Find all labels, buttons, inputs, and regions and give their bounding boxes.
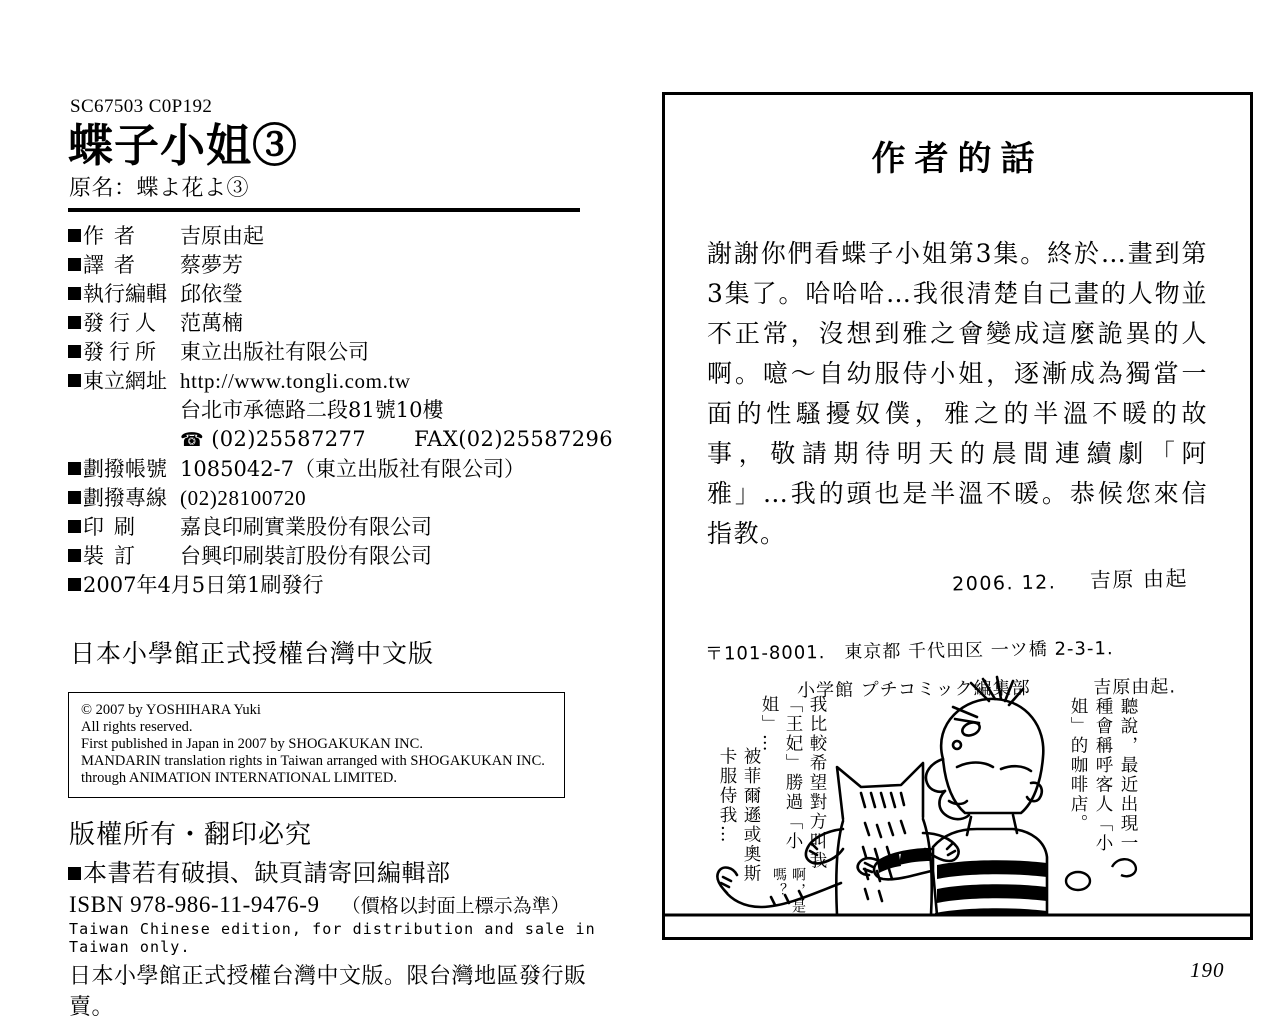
credit-label: 發行人 [68, 309, 180, 338]
catalog-code: SC67503 C0P192 [70, 96, 213, 117]
copyright-notice: 版權所有・翻印必究 [69, 820, 313, 851]
rights-line: © 2007 by YOSHIHARA Yuki [81, 702, 261, 719]
page-number: 190 [1190, 958, 1225, 982]
signature-date: 2006. 12. [951, 571, 1057, 596]
page-title: 蝶子小姐③ [68, 119, 299, 172]
credit-label: 劃撥專線 [68, 484, 180, 513]
author-note-text: 謝謝你們看蝶子小姐第3集。終於…畫到第3集了。哈哈哈…我很清楚自己畫的人物並不正常，沒想到雅之會變成這麼詭異的人啊。噫～自幼服侍小姐，逐漸成為獨當一面的性騷擾奴僕，雅之的半溫不暖的故事，敬請期待明天的晨間連續劇「阿雅」…我的頭也是半溫不暖。恭候您來信指教。 [707, 239, 1208, 548]
bullet-square-icon [68, 867, 81, 880]
credit-label: 執行編輯 [68, 280, 180, 309]
bullet-square-icon [68, 462, 81, 475]
isbn-row [69, 891, 613, 918]
bullet-square-icon [68, 374, 81, 387]
balloon-left-secondary: 被菲爾遜或奧斯卡服侍我… [717, 747, 761, 884]
table-row [68, 367, 613, 396]
publisher-department: 小学館 プチコミック編集部 [796, 677, 1031, 702]
rights-line: MANDARIN translation rights in Taiwan arranged with SHOGAKUKAN INC. [81, 753, 545, 770]
credit-label: 印刷 [68, 513, 180, 542]
author-illustration [665, 671, 1250, 937]
balloon-left-primary: 我比較希望對方叫我「王妃」勝過「小姐」… [759, 695, 827, 871]
credit-value: (02)28100720 [180, 486, 307, 511]
table-row [68, 484, 613, 513]
table-row [68, 338, 613, 367]
rights-line: All rights reserved. [81, 719, 193, 736]
table-row [68, 222, 613, 251]
credit-label: 劃撥帳號 [68, 455, 180, 484]
credit-label-empty [68, 425, 180, 455]
address-line-1: 〒101-8001. 東京都 千代田区 一ツ橋 2-3-1. [704, 638, 1114, 665]
credit-value: 東立出版社有限公司 [180, 340, 370, 365]
bullet-square-icon [68, 578, 81, 591]
credit-label: 發行所 [68, 338, 180, 367]
balloon-small: 啊，是嗎？ [771, 867, 806, 915]
title-divider [68, 208, 580, 212]
credit-label: 作者 [68, 222, 180, 251]
credits-table [68, 222, 613, 571]
distribution-notice-en: Taiwan Chinese edition, for distribution and sale in Taiwan only. [69, 920, 596, 957]
rights-box [68, 692, 565, 798]
credit-value: 嘉良印刷實業股份有限公司 [180, 515, 433, 540]
damage-notice-row [68, 853, 613, 888]
fax-number: FAX(02)25587296 [414, 427, 613, 452]
table-row [68, 309, 613, 338]
original-title: 原名：蝶よ花よ③ [69, 176, 250, 202]
credit-value: 邱依瑩 [180, 282, 244, 307]
table-row [68, 455, 613, 484]
footer-block [68, 814, 613, 1021]
damage-notice: 本書若有破損、缺頁請寄回編輯部 [83, 859, 451, 888]
telephone-row [180, 425, 613, 455]
credit-value: 蔡夢芳 [180, 253, 244, 278]
telephone-icon: ☎ [180, 429, 205, 452]
address-value: 台北市承德路二段81號10樓 [180, 398, 444, 423]
credit-label: 譯者 [68, 251, 180, 280]
bullet-square-icon [68, 258, 81, 271]
table-row [68, 280, 613, 309]
address-signature-name: 吉原由起. [1093, 676, 1177, 699]
website-value[interactable]: http://www.tongli.com.tw [180, 369, 411, 394]
author-note-panel [662, 92, 1253, 940]
credit-value: 范萬楠 [180, 311, 244, 336]
rights-line: First published in Japan in 2007 by SHOGAKUKAN INC. [81, 736, 423, 753]
distribution-notice-zh: 日本小學館正式授權台灣中文版。限台灣地區發行販賣。 [69, 964, 587, 1021]
bullet-square-icon [68, 345, 81, 358]
telephone-number: (02)25587277 [211, 427, 366, 452]
credit-label: 裝訂 [68, 542, 180, 571]
bullet-square-icon [68, 316, 81, 329]
bullet-square-icon [68, 520, 81, 533]
bullet-square-icon [68, 491, 81, 504]
credit-label: 東立網址 [68, 367, 180, 396]
balloon-right: 聽說，最近出現一種會稱呼客人「小姐」的咖啡店。 [1068, 697, 1138, 853]
credit-value: 台興印刷裝訂股份有限公司 [180, 544, 433, 569]
bullet-square-icon [68, 287, 81, 300]
rights-line: through ANIMATION INTERNATIONAL LIMITED. [81, 770, 397, 787]
print-date-row [68, 571, 613, 600]
price-note: （價格以封面上標示為準） [341, 895, 570, 918]
print-date: 2007年4月5日第1刷發行 [83, 573, 324, 598]
table-row [68, 251, 613, 280]
bullet-square-icon [68, 229, 81, 242]
author-note-title: 作者的話 [871, 139, 1044, 179]
credit-value: 吉原由起 [180, 224, 265, 249]
credit-label-empty [68, 396, 180, 425]
table-row [68, 542, 613, 571]
table-row [68, 425, 613, 455]
colophon-block [68, 96, 613, 1021]
bullet-square-icon [68, 549, 81, 562]
table-row [68, 513, 613, 542]
signature-name: 吉原 由起 [1089, 566, 1189, 593]
isbn: ISBN 978-986-11-9476-9 [69, 892, 320, 918]
author-signature [665, 563, 1189, 604]
credit-value: 1085042-7（東立出版社有限公司） [180, 457, 526, 482]
table-row [68, 396, 613, 425]
license-line: 日本小學館正式授權台灣中文版 [70, 639, 435, 669]
